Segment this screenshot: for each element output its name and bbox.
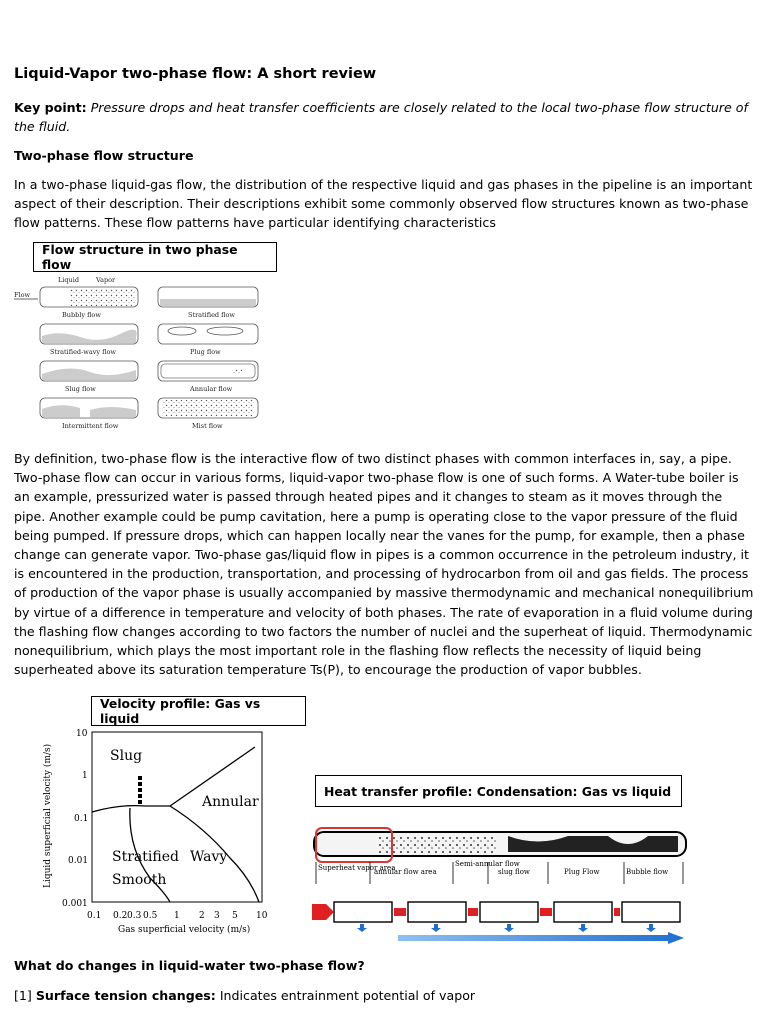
figure2-caption: Velocity profile: Gas vs liquid — [91, 696, 306, 726]
x-tick: 5 — [232, 911, 238, 921]
pattern-label: Slug flow — [65, 385, 96, 393]
x-tick: 0.3 — [127, 911, 142, 921]
vapor-label: Vapor — [96, 276, 116, 284]
pattern-label: Annular flow — [190, 385, 233, 393]
question-heading: What do changes in liquid-water two-phase flow? — [14, 958, 365, 973]
liquid-label: Liquid — [58, 276, 79, 284]
flow-patterns-figure — [10, 274, 278, 434]
pattern-label: Intermittent flow — [62, 422, 119, 430]
section-heading: Two-phase flow structure — [14, 148, 194, 163]
key-point-text: Pressure drops and heat transfer coefficients are closely related to the local two-phase flow structure of the fluid. — [14, 100, 748, 135]
y-tick: 1 — [82, 771, 88, 781]
x-tick: 0.5 — [143, 911, 158, 921]
y-tick: 0.1 — [74, 814, 89, 824]
condensation-profile-figure — [308, 822, 688, 944]
x-tick: 0.1 — [87, 911, 102, 921]
item-number: [1] — [14, 988, 32, 1003]
figure1-caption: Flow structure in two phase flow — [33, 242, 277, 272]
region-stratified: Stratified — [112, 849, 179, 865]
x-axis-label: Gas superficial velocity (m/s) — [118, 925, 251, 935]
key-point-label: Key point: — [14, 100, 87, 115]
x-tick: 3 — [214, 911, 220, 921]
region-wavy: Wavy — [190, 849, 228, 865]
pattern-label: Plug flow — [190, 348, 221, 356]
key-point — [14, 98, 754, 136]
definition-paragraph: By definition, two-phase flow is the interactive flow of two distinct phases with common interfaces in, say, a pipe. Two-phase flow can occur in various forms, liquid-vapor two-phase flow is one of such forms. A Water-tube boiler is an example, pressurized water is passed through heated pipes and it changes to steam as it moves through the pipe. Another example could be pump cavitation, here a pump is operating close to the vapor pressure of the fluid being pumped. If pressure drops, which can happen locally near the vanes for the pump, for example, then a phase change can generate vapor. Two-phase gas/liquid flow in pipes is a common occurrence in the petroleum industry, it is encountered in the production, transportation, and processing of hydrocarbon from oil and gas fields. The process of production of the vapor phase is usually accompanied by massive thermodynamic and mechanical nonequilibrium by virtue of a difference in temperature and velocity of both phases. The rate of evaporation in a fluid volume during the flashing flow changes according to two factors the number of nuclei and the superheat of liquid. Thermodynamic nonequilibrium, which plays the most important role in the flashing flow reflects the necessity of liquid being superheated above its saturation temperature Ts(P), to encourage the production of vapor bubbles. — [14, 451, 754, 678]
y-axis-label: Liquid superficial velocity (m/s) — [43, 743, 53, 888]
zone-label: slug flow — [498, 868, 530, 876]
region-smooth: Smooth — [112, 872, 167, 888]
item-label: Surface tension changes: — [35, 988, 216, 1003]
flow-label: Flow — [14, 291, 31, 299]
x-tick: 2 — [199, 911, 205, 921]
region-annular: Annular — [202, 794, 259, 810]
x-tick: 0.2 — [113, 911, 128, 921]
item-text: Indicates entrainment potential of vapor — [219, 988, 476, 1003]
pattern-label: Bubbly flow — [62, 311, 101, 319]
x-tick: 10 — [256, 911, 268, 921]
zone-label: Superheat vapor area — [318, 864, 396, 872]
zone-label: Semi-annular flow — [455, 860, 520, 868]
zone-label: annular flow area — [374, 868, 437, 876]
intro-paragraph: In a two-phase liquid-gas flow, the distribution of the respective liquid and gas phases in the pipeline is an important aspect of their description. Their descriptions exhibit some commonly observed flow structures known as two-phase flow patterns. These flow patterns have particular identifying characteristics — [14, 177, 753, 231]
pattern-label: Stratified-wavy flow — [50, 348, 116, 356]
velocity-profile-chart — [30, 728, 280, 940]
zone-label: Plug Flow — [564, 868, 600, 876]
page-title: Liquid-Vapor two-phase flow: A short review — [14, 66, 377, 82]
region-slug: Slug — [110, 748, 143, 764]
zone-label: Bubble flow — [626, 868, 669, 876]
y-tick: 0.001 — [62, 899, 88, 909]
pattern-label: Mist flow — [192, 422, 223, 430]
pattern-label: Stratified flow — [188, 311, 235, 319]
list-item-1 — [14, 986, 754, 1005]
x-tick: 1 — [174, 911, 180, 921]
y-tick: 10 — [76, 729, 88, 739]
figure3-caption: Heat transfer profile: Condensation: Gas vs liquid — [315, 775, 682, 807]
y-tick: 0.01 — [68, 856, 89, 866]
